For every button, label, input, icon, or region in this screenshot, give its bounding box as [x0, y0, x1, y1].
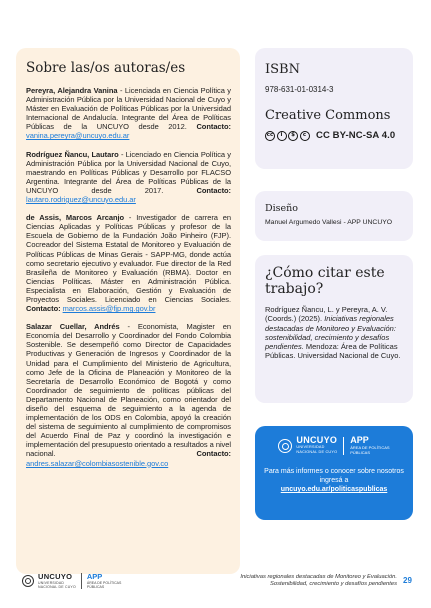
license-title: Creative Commons	[265, 108, 391, 123]
cc-icon: cc	[265, 131, 275, 141]
citation-text	[265, 305, 403, 361]
license-text: CC BY-NC-SA 4.0	[316, 130, 396, 141]
author-email-link[interactable]: marcos.assis@fjp.mg.gov.br	[62, 304, 156, 314]
uncuyo-logo-icon	[278, 439, 292, 453]
contact-label: Contacto:	[196, 449, 231, 459]
author-entry	[26, 322, 231, 468]
app-name: APP	[350, 435, 369, 445]
page-number: 29	[403, 576, 412, 585]
footer-logo	[22, 573, 121, 589]
author-entry	[26, 213, 231, 313]
uncuyo-logo-icon	[22, 575, 34, 587]
logo-name: UNCUYO	[38, 572, 73, 581]
authors-card	[16, 48, 240, 574]
uncuyo-app-logo	[263, 436, 405, 455]
design-value: Manuel Argumedo Vallesi - APP UNCUYO	[265, 219, 393, 226]
citation-authors: Rodríguez Ñancu, L. y Pereyra, A. V. (Coords.) (2025).	[265, 305, 388, 324]
author-email-link[interactable]: andres.salazar@colombiasostenible.gov.co	[26, 458, 169, 468]
citation-publisher: Mendoza: Área de Políticas Públicas. Universidad Nacional de Cuyo.	[265, 342, 401, 361]
logo-sub: NACIONAL DE CUYO	[38, 585, 76, 589]
app-sub: PÚBLICAS	[350, 450, 371, 455]
isbn-value: 978-631-01-0314-3	[265, 85, 334, 94]
logo-sub: UNIVERSIDAD	[296, 445, 325, 449]
logo-sub: NACIONAL DE CUYO	[296, 450, 338, 454]
license-row	[265, 130, 403, 141]
footer-line: Sostenibilidad, crecimiento y desafíos pendientes	[270, 581, 397, 588]
author-bio: - Licenciado en Ciencia Política y Administración Pública por la Universidad Nacional de Cuyo, maestrando en Políticas Públicas y Desarrollo por FLACSO Argentina. Integrante del Área de Políticas Públicas de la UNCUYO desde 2017.	[26, 149, 232, 195]
app-sub: PÚBLICAS	[86, 585, 105, 589]
author-entry	[26, 86, 231, 141]
author-entry	[26, 150, 231, 205]
author-name: Salazar Cuellar, Andrés	[26, 322, 120, 332]
uncuyo-logo-text	[38, 573, 76, 589]
author-bio: - Investigador de carrera en Ciencias Aplicadas y Políticas Públicas y profesor de la Escuela de Gobierno de la Fundación João Pinheiro (FJP). Cocreador del Sistema Estatal de Monitoreo y Evaluación de Políticas Públicas de Minas Gerais - SAPP-MG, donde actúa como secretario ejecutivo y evaluador. Fue director de la Red Brasileña de Monitoreo y Evaluación (RBMA). Doctor en Ciencias Políticas. Máster en Administración Pública. Especialista en Elaboración, Gestión y Evaluación de Proyectos Sociales. Licenciado en Ciencias Sociales.	[26, 213, 232, 304]
design-title: Diseño	[265, 203, 298, 214]
nc-icon: $	[288, 131, 298, 141]
page-footer	[0, 565, 431, 605]
design-card	[255, 191, 413, 241]
contact-label: Contacto:	[26, 304, 61, 314]
isbn-card	[255, 48, 413, 169]
by-icon: i	[277, 131, 287, 141]
citation-title: ¿Cómo citar este trabajo?	[265, 265, 385, 297]
author-email-link[interactable]: lautaro.rodriguez@uncuyo.edu.ar	[26, 195, 136, 205]
promo-card	[255, 426, 413, 520]
promo-text: Para más informes o conocer sobre nosotros ingresá a	[264, 468, 404, 484]
contact-label: Contacto:	[196, 185, 231, 195]
app-name: APP	[86, 572, 103, 581]
citation-work-title: Iniciativas regionales destacadas de Monitoreo y Evaluación: sostenibilidad, crecimiento y desafíos pendientes.	[265, 314, 396, 352]
logo-name: UNCUYO	[296, 435, 338, 445]
sa-icon: c	[300, 131, 310, 141]
author-bio: - Economista, Magister en Economía del Desarrollo y Coordinador del Fondo Colombia Sostenible. Se desempeñó como Director de Capacidades Productivas y Generación de Ingresos y Coordinador de la Unidad para el Cumplimiento del Ministerio de Agricultura, como Jefe de la Oficina de Planeación y Monitoreo de la Secretaría de Desarrollo Económico de Bogotá y como Coordinador de seguimiento de políticas públicas del Departamento Nacional de Planeación, como orientador del diseño del esquema de seguimiento a la agenda de implementación de los ODS en Colombia, apoyó la creación del sistema de seguimiento al cumplimiento de compromisos del Acuerdo Final de Paz y coordinó la investigación e implementación del presupuesto orientado a resultados a nivel nacional.	[26, 322, 232, 459]
uncuyo-logo-text	[296, 436, 337, 455]
author-bio: - Licenciada en Ciencia Política y Administración Pública por la Universidad Nacional de Cuyo y Máster en Evaluación de Políticas Públicas por la Universidad Internacional de Andalucía. Integrante del Área de Políticas Públicas de la UNCUYO desde 2012.	[26, 86, 231, 132]
app-logo-text	[350, 436, 389, 455]
authors-title: Sobre las/os autoras/es	[26, 60, 186, 76]
isbn-title: ISBN	[265, 62, 300, 77]
logo-divider	[343, 437, 344, 455]
author-email-link[interactable]: vanina.pereyra@uncuyo.edu.ar	[26, 131, 130, 141]
contact-label: Contacto:	[196, 122, 231, 132]
citation-card	[255, 255, 413, 403]
app-sub: ÁREA DE POLÍTICAS	[86, 581, 122, 585]
app-logo-text	[87, 573, 121, 589]
logo-sub: UNIVERSIDAD	[38, 581, 65, 585]
app-sub: ÁREA DE POLÍTICAS	[350, 445, 390, 450]
promo-link[interactable]: uncuyo.edu.ar/politicaspublicas	[280, 486, 388, 493]
footer-running-title	[190, 574, 397, 589]
author-name: Pereyra, Alejandra Vanina	[26, 86, 118, 95]
logo-divider	[81, 573, 82, 589]
footer-line: Iniciativas regionales destacadas de Monitoreo y Evaluación.	[240, 574, 397, 580]
author-name: de Assis, Marcos Arcanjo	[26, 213, 125, 223]
author-name: Rodríguez Ñancu, Lautaro	[26, 149, 119, 159]
